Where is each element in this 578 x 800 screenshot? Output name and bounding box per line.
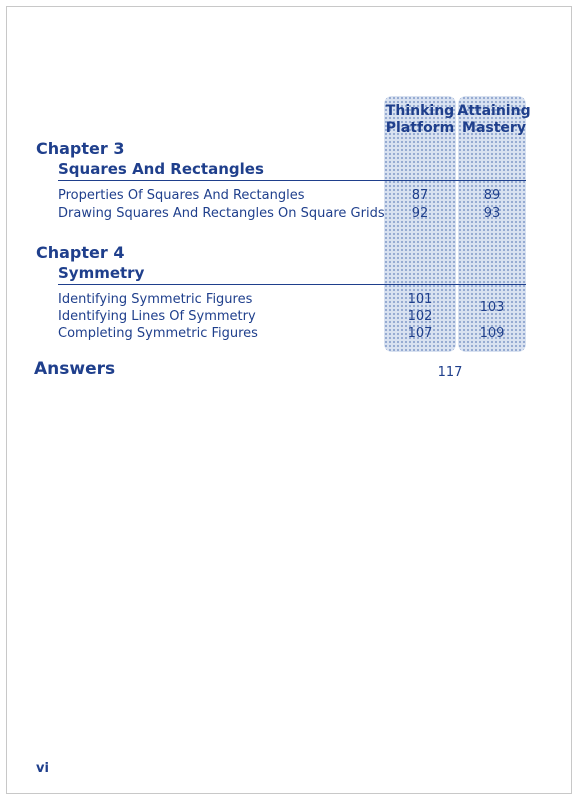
chapter-3-title: Squares And Rectangles bbox=[58, 160, 264, 178]
thinking-page-92: 92 bbox=[411, 206, 429, 221]
mastery-page-89: 89 bbox=[483, 188, 501, 203]
mastery-page-109: 109 bbox=[479, 326, 505, 341]
attaining-mastery-header-line2: Mastery bbox=[462, 120, 526, 136]
answers-heading[interactable]: Answers bbox=[34, 359, 116, 379]
chapter-3-divider bbox=[58, 180, 526, 181]
lesson-drawing-squares-on-grids[interactable]: Drawing Squares And Rectangles On Square Grids bbox=[58, 206, 385, 221]
chapter-4-title: Symmetry bbox=[58, 264, 145, 282]
thinking-platform-header-line2: Platform bbox=[385, 120, 455, 136]
thinking-page-101: 101 bbox=[407, 292, 433, 307]
thinking-page-107: 107 bbox=[407, 326, 433, 341]
attaining-mastery-header bbox=[456, 103, 532, 137]
chapter-3-label: Chapter 3 bbox=[36, 139, 125, 158]
page-folio: vi bbox=[36, 761, 49, 776]
thinking-page-102: 102 bbox=[407, 309, 433, 324]
chapter-4-label: Chapter 4 bbox=[36, 243, 125, 262]
mastery-page-93: 93 bbox=[483, 206, 501, 221]
lesson-identifying-symmetric-figures[interactable]: Identifying Symmetric Figures bbox=[58, 292, 253, 307]
mastery-page-103: 103 bbox=[479, 300, 505, 315]
lesson-properties-of-squares[interactable]: Properties Of Squares And Rectangles bbox=[58, 188, 305, 203]
answers-page-number: 117 bbox=[437, 365, 463, 380]
thinking-platform-header-line1: Thinking bbox=[385, 103, 455, 119]
lesson-completing-symmetric-figures[interactable]: Completing Symmetric Figures bbox=[58, 326, 258, 341]
chapter-4-divider bbox=[58, 284, 526, 285]
attaining-mastery-header-line1: Attaining bbox=[457, 103, 531, 119]
thinking-page-87: 87 bbox=[411, 188, 429, 203]
lesson-identifying-lines-of-symmetry[interactable]: Identifying Lines Of Symmetry bbox=[58, 309, 256, 324]
thinking-platform-header bbox=[382, 103, 458, 137]
